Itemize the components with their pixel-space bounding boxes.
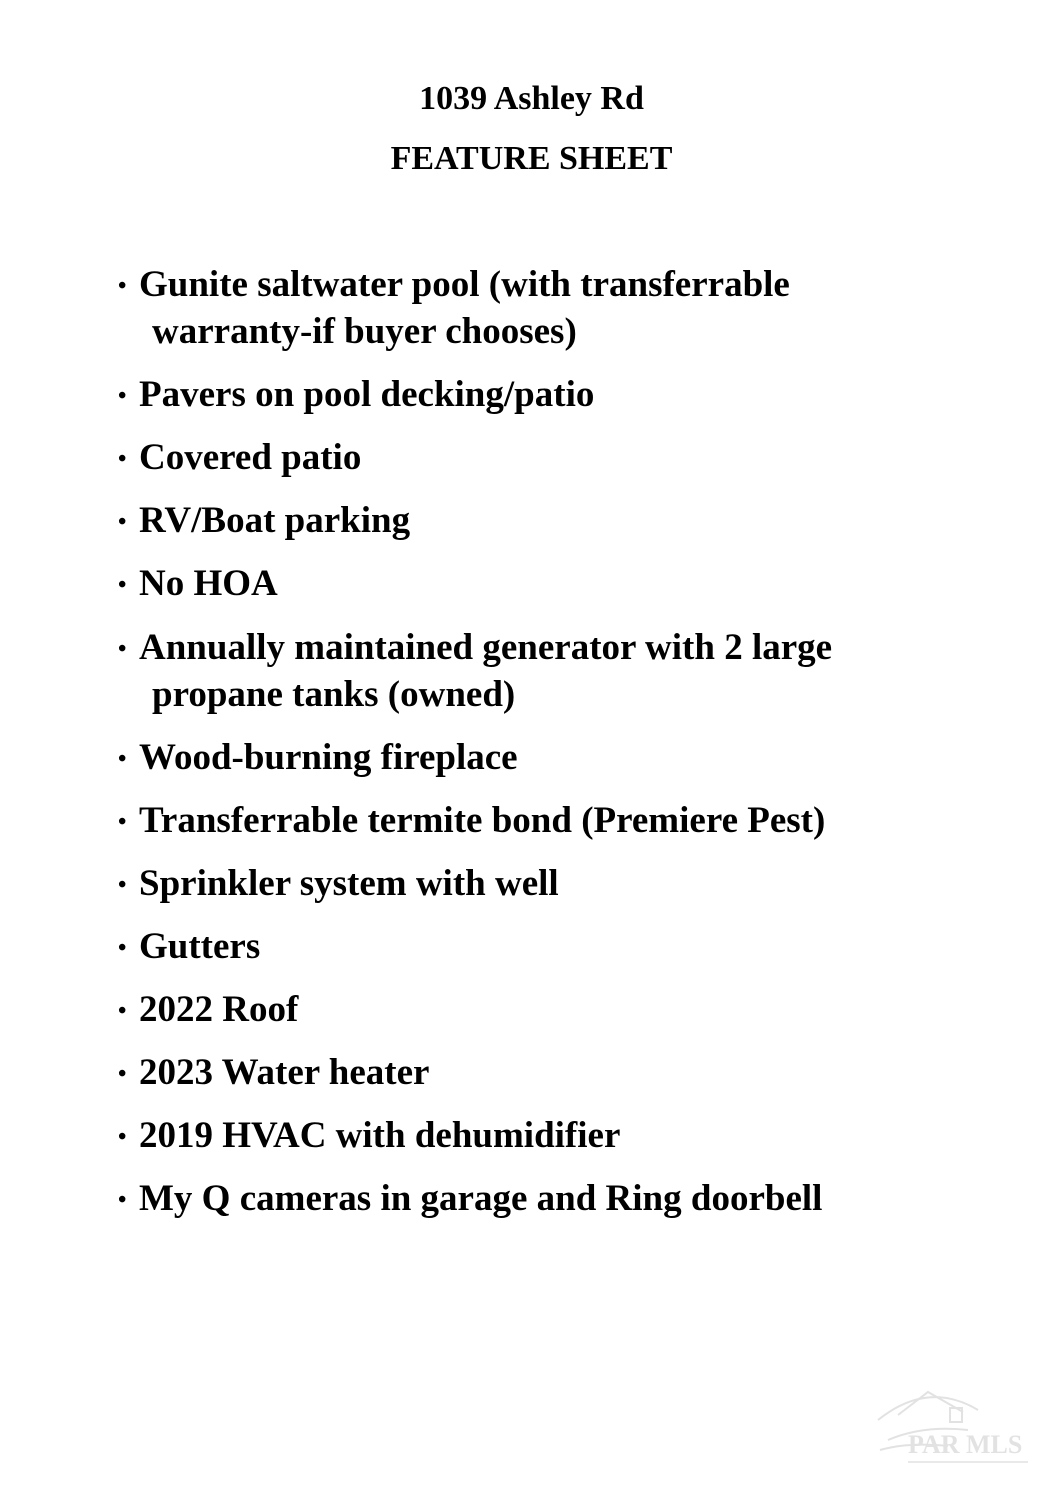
feature-text: No HOA: [139, 563, 278, 604]
feature-text: Covered patio: [139, 437, 362, 478]
bullet: •: [118, 1061, 127, 1087]
bullet: •: [118, 809, 127, 835]
bullet: •: [118, 636, 127, 662]
feature-item: [118, 1050, 998, 1097]
mls-watermark-logo: [868, 1380, 1038, 1480]
bullet: •: [118, 746, 127, 772]
property-address: 1039 Ashley Rd: [419, 80, 644, 117]
bullet: •: [118, 273, 127, 299]
feature-text: Gutters: [139, 926, 261, 967]
feature-item: [118, 1176, 998, 1223]
feature-text: Pavers on pool decking/patio: [139, 374, 595, 415]
feature-text: 2023 Water heater: [139, 1052, 430, 1093]
feature-item: [118, 735, 998, 782]
feature-item: [118, 1113, 998, 1160]
bullet: •: [118, 1124, 127, 1150]
feature-item: [118, 561, 998, 608]
feature-text-continued: propane tanks (owned): [152, 674, 516, 715]
bullet: •: [118, 998, 127, 1024]
feature-item: [118, 625, 998, 718]
bullet: •: [118, 509, 127, 535]
house-logo-icon: [868, 1380, 1038, 1480]
feature-text: Gunite saltwater pool (with transferrable: [139, 264, 790, 305]
feature-text: Transferrable termite bond (Premiere Pest): [139, 800, 826, 841]
bullet: •: [118, 446, 127, 472]
bullet: •: [118, 872, 127, 898]
feature-item: [118, 262, 998, 355]
feature-text-continued: warranty-if buyer chooses): [152, 311, 577, 352]
feature-item: [118, 924, 998, 971]
feature-text: Wood-burning fireplace: [139, 737, 518, 778]
bullet: •: [118, 1187, 127, 1213]
feature-item: [118, 987, 998, 1034]
feature-item: [118, 798, 998, 845]
feature-text: My Q cameras in garage and Ring doorbell: [139, 1178, 823, 1219]
bullet: •: [118, 572, 127, 598]
feature-item: [118, 861, 998, 908]
feature-text: Sprinkler system with well: [139, 863, 559, 904]
sheet-title: FEATURE SHEET: [390, 140, 673, 177]
feature-item: [118, 435, 998, 482]
watermark-text: PAR MLS: [908, 1430, 1023, 1459]
bullet: •: [118, 935, 127, 961]
bullet: •: [118, 383, 127, 409]
feature-item: [118, 372, 998, 419]
feature-text: 2019 HVAC with dehumidifier: [139, 1115, 621, 1156]
feature-text: 2022 Roof: [139, 989, 299, 1030]
feature-text: Annually maintained generator with 2 large: [139, 627, 833, 668]
feature-item: [118, 498, 998, 545]
feature-text: RV/Boat parking: [139, 500, 411, 541]
